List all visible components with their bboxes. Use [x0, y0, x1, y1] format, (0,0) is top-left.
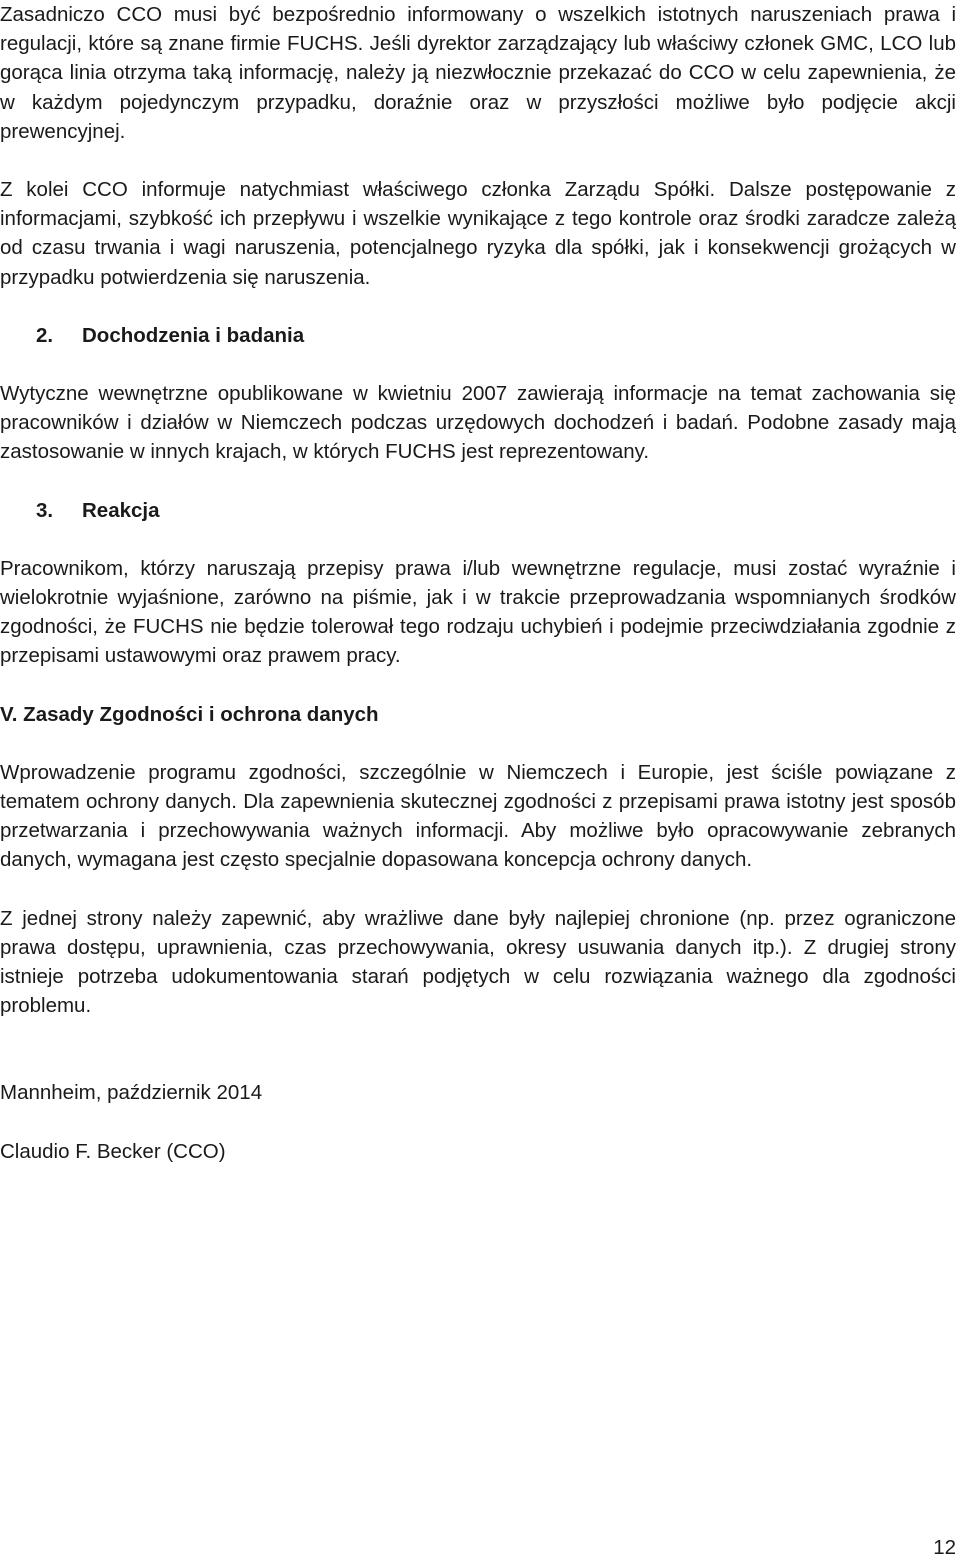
spacer [0, 467, 956, 496]
paragraph-cco-notification: Zasadniczo CCO musi być bezpośrednio informowany o wszelkich istotnych naruszeniach prawa i regulacji, które są znane firmie FUCHS. Jeśli dyrektor zarządzający lub właściwy członek GMC, LCO lub gorąca linia otrzyma taką informację, należy ją niezwłocznie przekazać do CCO w celu zapewnienia, że w każdym pojedynczym przypadku, doraźnie oraz w przyszłości możliwe było podjęcie akcji prewencyjnej. [0, 3, 956, 143]
spacer [0, 1108, 956, 1137]
paragraph-investigations: Wytyczne wewnętrzne opublikowane w kwietniu 2007 zawierają informacje na temat zachowania się pracowników i działów w Niemczech podczas urzędowych dochodzeń i badań. Podobne zasady mają zastosowanie w innych krajach, w których FUCHS jest reprezentowany. [0, 382, 956, 464]
spacer [0, 292, 956, 321]
signatory: Claudio F. Becker (CCO) [0, 1139, 226, 1163]
spacer [0, 1049, 956, 1078]
spacer [0, 671, 956, 700]
spacer [0, 1020, 956, 1049]
paragraph-reaction: Pracownikom, którzy naruszają przepisy prawa i/lub wewnętrzne regulacje, musi zostać wyraźnie i wielokrotnie wyjaśnione, zarówno na piśmie, jak i w trakcie przeprowadzania wspomnianych środków zgodności, że FUCHS nie będzie tolerował tego rodzaju uchybień i podejmie przeciwdziałania zgodnie z przepisami ustawowymi oraz prawem pracy. [0, 556, 956, 668]
section-heading-investigations [0, 321, 956, 350]
section-title: Dochodzenia i badania [82, 323, 305, 347]
place-and-date: Mannheim, październik 2014 [0, 1081, 263, 1105]
spacer [0, 729, 956, 758]
paragraph-data-protection-balance: Z jednej strony należy zapewnić, aby wrażliwe dane były najlepiej chronione (np. przez ograniczone prawa dostępu, uprawnienia, czas przechowywania, okresy usuwania danych itp.). Z drugiej strony istnieje potrzeba udokumentowania starań podjętych w celu rozwiązania ważnego dla zgodności problemu. [0, 906, 956, 1018]
paragraph-data-protection-intro: Wprowadzenie programu zgodności, szczególnie w Niemczech i Europie, jest ściśle powiązane z tematem ochrony danych. Dla zapewnienia skutecznej zgodności z przepisami prawa istotny jest sposób przetwarzania i przechowywania ważnych informacji. Aby możliwe było opracowywanie zebranych danych, wymagana jest często specjalnie dopasowana koncepcja ochrony danych. [0, 760, 956, 872]
section-number: 2. [36, 323, 54, 347]
paragraph-management-board: Z kolei CCO informuje natychmiast właściwego członka Zarządu Spółki. Dalsze postępowanie z informacjami, szybkość ich przepływu i wszelkie wynikające z tego kontrole oraz środki zaradcze zależą od czasu trwania i wagi naruszenia, potencjalnego ryzyka dla spółki, jak i konsekwencji grożących w przypadku potwierdzenia się naruszenia. [0, 178, 956, 289]
section-heading-reaction [0, 496, 956, 525]
spacer [0, 350, 956, 379]
section-title: Reakcja [82, 498, 160, 522]
page-number: 12 [933, 1536, 956, 1559]
spacer [0, 146, 956, 175]
chapter-heading-data-protection: V. Zasady Zgodności i ochrona danych [0, 702, 379, 726]
spacer [0, 525, 956, 554]
spacer [0, 875, 956, 904]
section-number: 3. [36, 498, 54, 522]
